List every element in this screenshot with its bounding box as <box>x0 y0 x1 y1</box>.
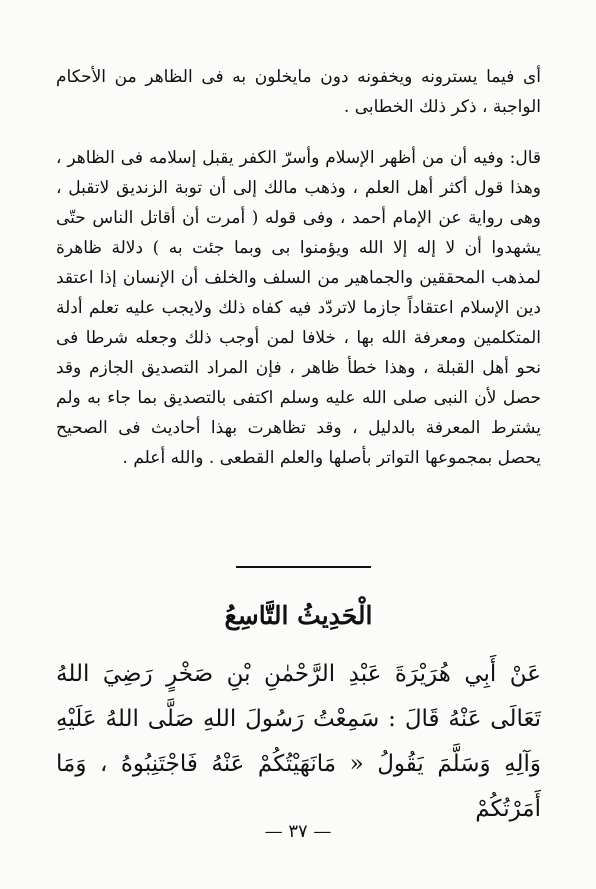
commentary-paragraph-1: أى فيما يسترونه ويخفونه دون مايخلون به فى الظاهر من الأحكام الواجبة ، ذكر ذلك الخطابى . <box>56 67 541 117</box>
hadith-heading: الْحَدِيثُ التَّاسِعُ <box>224 601 373 630</box>
hadith-text: عَنْ أَبِي هُرَيْرَةَ عَبْدِ الرَّحْمٰنِ بْنِ صَخْرٍ رَضِيَ اللهُ تَعَالَى عَنْهُ قَالَ : سَمِعْتُ رَسُولَ اللهِ صَلَّى اللهُ عَلَيْهِ وَآلِهِ وَسَلَّمَ يَقُولُ « مَانَهَيْتُكُمْ عَنْهُ فَاجْتَنِبُوهُ ، وَمَا أَمَرْتُكُمْ <box>56 661 541 822</box>
page-number: — ٣٧ — <box>264 821 332 842</box>
commentary-paragraph-2: قال: وفيه أن من أظهر الإسلام وأسرّ الكفر يقبل إسلامه فى الظاهر ، وهذا قول أكثر أهل العلم ، وذهب مالك إلى أن توبة الزنديق لاتقبل ، وهى رواية عن الإمام أحمد ، وفى قوله ( أمرت أن أقاتل الناس حتّى يشهدوا أن لا إله إلا الله ويؤمنوا بى وبما جئت به ) دلالة ظاهرة لمذهب المحققين والجماهير من السلف والخلف أن الإنسان إذا اعتقد دين الإسلام اعتقاداً جازما لاتردّد فيه كفاه ذلك ولايجب عليه تعلم أدلة المتكلمين ومعرفة الله بها ، خلافا لمن أوجب ذلك وجعله شرطا فى نحو أهل القبلة ، وهذا خطأ ظاهر ، فإن المراد التصديق الجازم وقد حصل لأن النبى صلى الله عليه وسلم اكتفى بالتصديق بما جاء به ولم يشترط المعرفة بالدليل ، وقد تظاهرت بهذا أحاديث فى الصحيح يحصل بمجموعها التواتر بأصلها والعلم القطعى . والله أعلم . <box>56 148 541 468</box>
section-divider <box>236 566 371 568</box>
